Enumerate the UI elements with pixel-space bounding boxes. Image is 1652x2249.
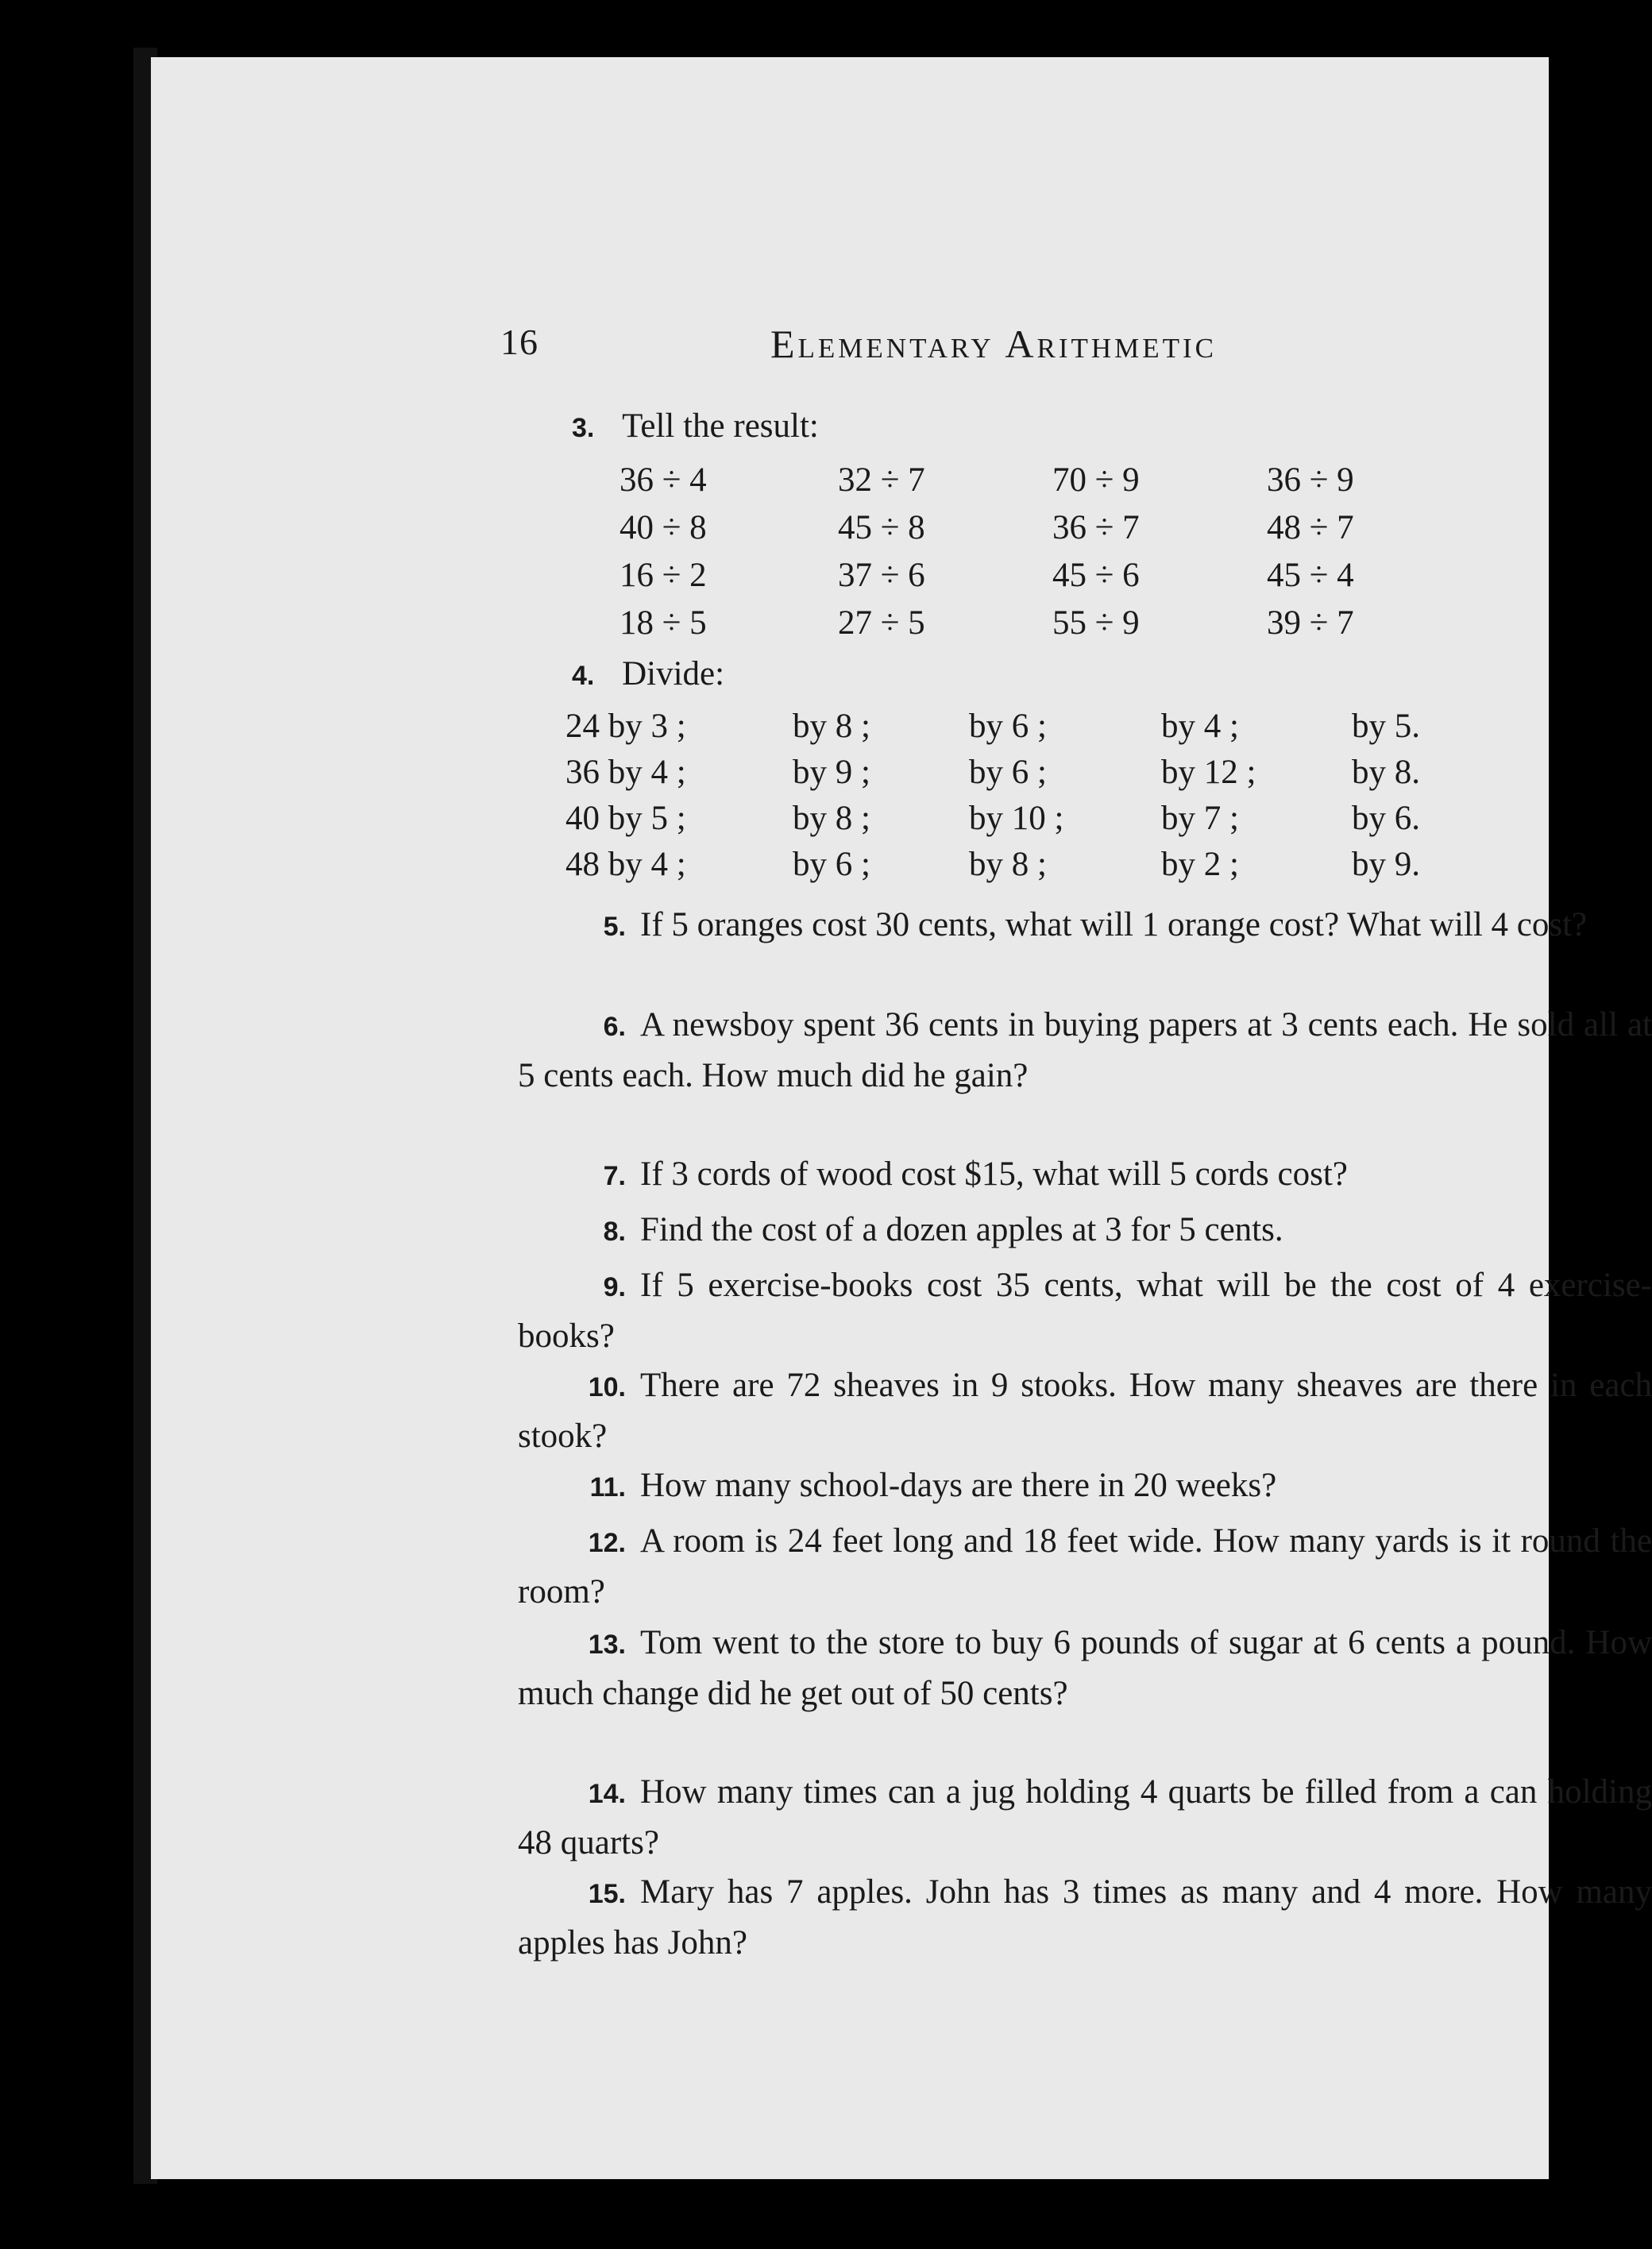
divide-cell: by 6 ; xyxy=(969,708,1047,745)
division-cell: 18 ÷ 5 xyxy=(620,604,707,642)
division-cell: 45 ÷ 8 xyxy=(838,509,925,546)
division-cell: 36 ÷ 9 xyxy=(1267,461,1354,499)
divide-cell: by 12 ; xyxy=(1161,754,1256,791)
problem-text: A newsboy spent 36 cents in buying papers at 3 cents each. He sold all at 5 cents each. How much did he gain? xyxy=(518,1006,1652,1094)
divide-cell: by 6 ; xyxy=(793,846,870,883)
divide-cell: by 9 ; xyxy=(793,754,870,791)
problem-text: A room is 24 feet long and 18 feet wide. How many yards is it round the room? xyxy=(518,1522,1652,1611)
problem-number: 15. xyxy=(588,1879,626,1909)
word-problem xyxy=(518,1261,1652,1361)
problem-instruction: Divide: xyxy=(622,655,725,692)
problem-number: 10. xyxy=(588,1372,626,1402)
problem-number: 12. xyxy=(588,1528,626,1558)
problem-text: Find the cost of a dozen apples at 3 for 5 cents. xyxy=(640,1211,1283,1248)
problem-instruction: Tell the result: xyxy=(622,407,819,445)
divide-cell: by 8 ; xyxy=(793,800,870,837)
division-cell: 39 ÷ 7 xyxy=(1267,604,1354,642)
problem-number: 7. xyxy=(603,1161,626,1191)
problem-text: If 3 cords of wood cost $15, what will 5 cords cost? xyxy=(640,1155,1348,1193)
division-cell: 32 ÷ 7 xyxy=(838,461,925,499)
word-problem xyxy=(518,1461,1652,1512)
word-problem xyxy=(518,1001,1652,1101)
word-problem xyxy=(518,1768,1652,1868)
division-cell: 16 ÷ 2 xyxy=(620,557,707,594)
problem-text: If 5 oranges cost 30 cents, what will 1 orange cost? What will 4 cost? xyxy=(640,906,1588,943)
divide-cell: by 5. xyxy=(1352,708,1420,745)
problem-number: 5. xyxy=(603,912,626,942)
division-cell: 40 ÷ 8 xyxy=(620,509,707,546)
divide-cell: by 6. xyxy=(1352,800,1420,837)
divide-cell: by 9. xyxy=(1352,846,1420,883)
problem-number: 3. xyxy=(572,413,595,443)
problem-text: Tom went to the store to buy 6 pounds of sugar at 6 cents a pound. How much change did he get out of 50 cents? xyxy=(518,1624,1652,1712)
divide-cell: 48 by 4 ; xyxy=(565,846,686,883)
problem-number: 8. xyxy=(603,1217,626,1247)
problem-text: If 5 exercise-books cost 35 cents, what will be the cost of 4 exercise-books? xyxy=(518,1267,1652,1355)
problem-number: 14. xyxy=(588,1779,626,1809)
divide-cell: 40 by 5 ; xyxy=(565,800,686,837)
division-cell: 37 ÷ 6 xyxy=(838,557,925,594)
word-problem xyxy=(518,1361,1652,1461)
divide-cell: by 8. xyxy=(1352,754,1420,791)
divide-cell: by 8 ; xyxy=(793,708,870,745)
problem-number: 6. xyxy=(603,1012,626,1042)
problem-4-heading xyxy=(572,654,724,693)
division-cell: 45 ÷ 4 xyxy=(1267,557,1354,594)
problem-3-heading xyxy=(572,407,819,446)
division-cell: 27 ÷ 5 xyxy=(838,604,925,642)
divide-cell: 36 by 4 ; xyxy=(565,754,686,791)
divide-cell: by 2 ; xyxy=(1161,846,1239,883)
division-cell: 70 ÷ 9 xyxy=(1052,461,1140,499)
problem-text: There are 72 sheaves in 9 stooks. How many sheaves are there in each stook? xyxy=(518,1367,1652,1455)
word-problem xyxy=(518,1517,1652,1617)
divide-cell: 24 by 3 ; xyxy=(565,708,686,745)
problem-number: 13. xyxy=(588,1630,626,1660)
problem-text: How many times can a jug holding 4 quarts be filled from a can holding 48 quarts? xyxy=(518,1773,1652,1861)
problem-text: Mary has 7 apples. John has 3 times as many and 4 more. How many apples has John? xyxy=(518,1873,1652,1962)
word-problem xyxy=(518,1150,1652,1201)
problem-number: 11. xyxy=(589,1472,626,1503)
word-problem xyxy=(518,1206,1652,1256)
problem-number: 9. xyxy=(603,1272,626,1302)
division-cell: 48 ÷ 7 xyxy=(1267,509,1354,546)
word-problem xyxy=(518,1868,1652,1968)
division-cell: 55 ÷ 9 xyxy=(1052,604,1140,642)
problem-text: How many school-days are there in 20 weeks? xyxy=(640,1467,1277,1504)
divide-cell: by 8 ; xyxy=(969,846,1047,883)
book-page xyxy=(151,57,1652,2179)
division-cell: 45 ÷ 6 xyxy=(1052,557,1140,594)
page-title: Elementary Arithmetic xyxy=(770,322,1218,366)
divide-cell: by 10 ; xyxy=(969,800,1064,837)
word-problem xyxy=(518,901,1652,951)
divide-cell: by 6 ; xyxy=(969,754,1047,791)
divide-cell: by 4 ; xyxy=(1161,708,1239,745)
divide-cell: by 7 ; xyxy=(1161,800,1239,837)
division-cell: 36 ÷ 4 xyxy=(620,461,707,499)
division-cell: 36 ÷ 7 xyxy=(1052,509,1140,546)
page-number: 16 xyxy=(500,322,538,362)
word-problem xyxy=(518,1618,1652,1719)
problem-number: 4. xyxy=(572,661,595,691)
